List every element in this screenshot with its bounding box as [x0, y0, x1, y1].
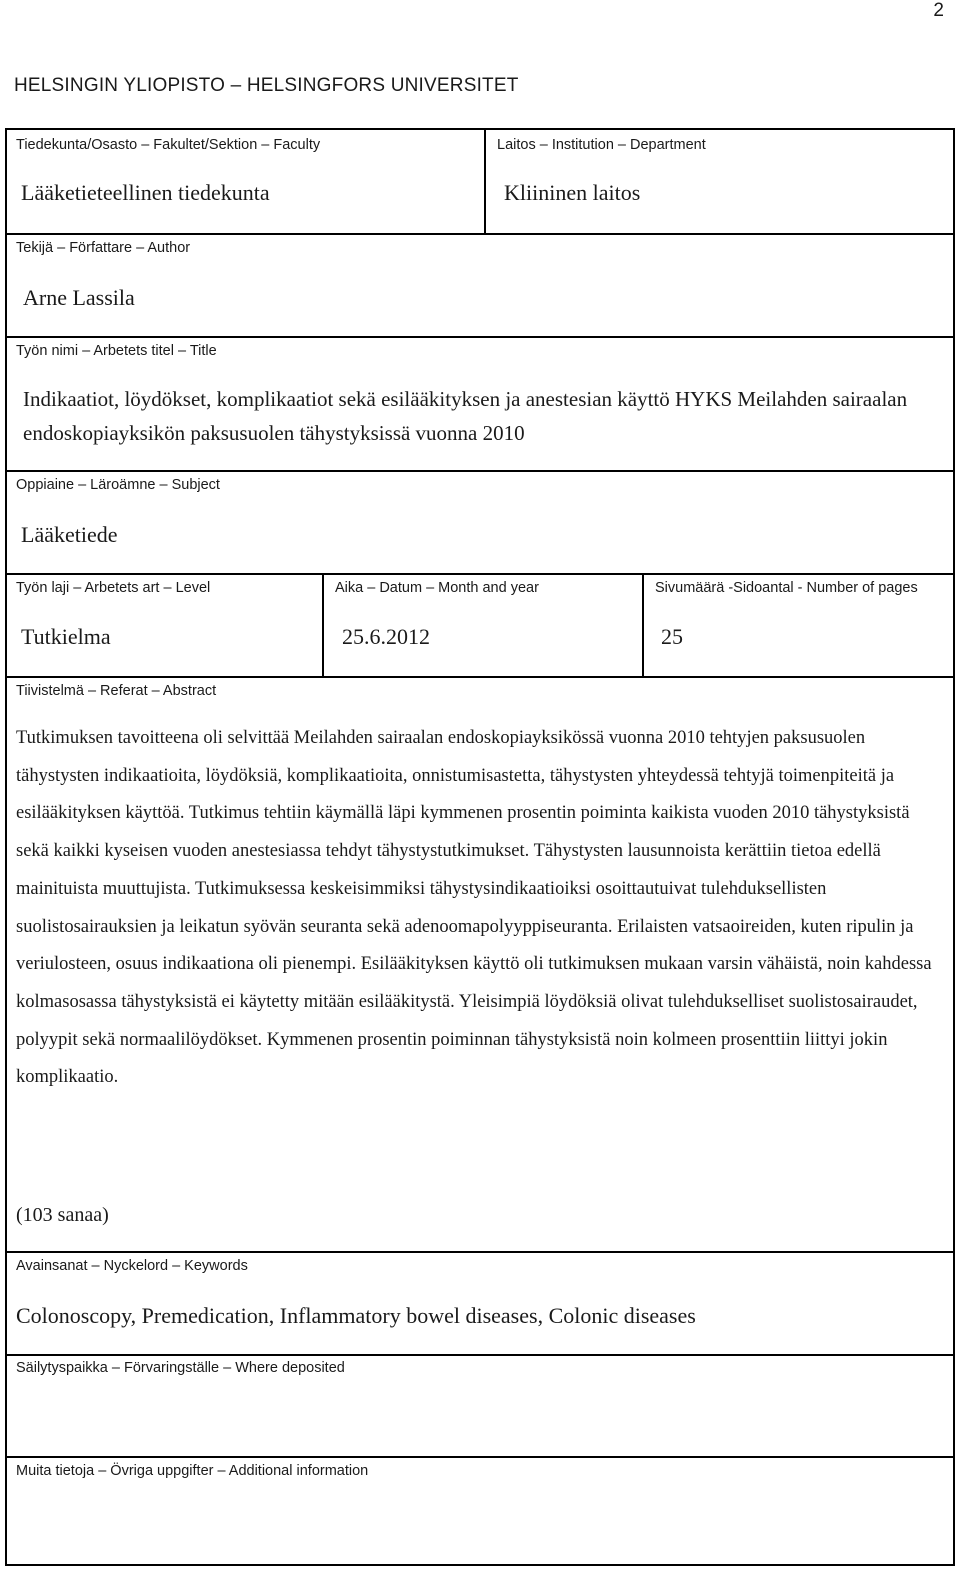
divider: [7, 233, 953, 235]
divider: [322, 573, 324, 676]
level-value: Tutkielma: [21, 624, 111, 649]
faculty-value: Lääketieteellinen tiedekunta: [21, 180, 270, 205]
faculty-label: Tiedekunta/Osasto – Fakultet/Sektion – Faculty: [16, 137, 321, 153]
deposited-label: Säilytyspaikka – Förvaringställe – Where deposited: [16, 1360, 345, 1376]
thesis-title: Indikaatiot, löydökset, komplikaatiot sekä esilääkityksen ja anestesian käyttö HYKS Meilahden sairaalan endoskopiayksikön paksusuolen tähystyksissä vuonna 2010: [23, 387, 908, 445]
department-label: Laitos – Institution – Department: [497, 137, 706, 153]
divider: [7, 336, 953, 338]
level-label: Työn laji – Arbetets art – Level: [16, 580, 211, 596]
word-count: (103 sanaa): [16, 1204, 109, 1226]
date-label: Aika – Datum – Month and year: [335, 580, 539, 596]
divider: [484, 130, 486, 233]
department-value: Kliininen laitos: [504, 180, 641, 205]
university-heading: HELSINGIN YLIOPISTO – HELSINGFORS UNIVERSITET: [14, 75, 519, 96]
divider: [7, 676, 953, 678]
author-label: Tekijä – Författare – Author: [16, 240, 191, 256]
divider: [7, 573, 953, 575]
title-label: Työn nimi – Arbetets titel – Title: [16, 343, 217, 359]
abstract-text: Tutkimuksen tavoitteena oli selvittää Meilahden sairaalan endoskopiayksikössä vuonna 2010 tehtyjen paksusuolen tähystysten indikaatioita, löydöksiä, komplikaatioita, onnistumisastetta, tähystysten yhteydessä tehtyjä toimenpiteitä ja esilääkityksen käyttöä. Tutkimus tehtiin käymällä läpi kymmenen prosentin poiminta kaikista vuoden 2010 tähystyksistä sekä kaikki kyseisen vuoden anestesiassa tehdyt tähystystutkimukset. Tähystysten lausunnoista kerättiin tietoa edellä mainituista muuttujista. Tutkimuksessa keskeisimmiksi tähystysindikaatioiksi osoittautuivat tulehduksellisten suolistosairauksien ja leikatun syövän seuranta sekä adenoomapolyyppiseuranta. Erilaisten vatsaoireiden, kuten ripulin ja veriulosteen, osuus indikaationa oli pienempi. Esilääkityksen käyttö oli tutkimuksen mukaan varsin vähäistä, noin kahdessa kolmasosassa tähystyksistä ei käytetty mitään esilääkitystä. Yleisimpiä löydöksiä olivat tulehdukselliset suolistosairaudet, polyypit sekä normaalilöydökset. Kymmenen prosentin poiminnan tähystyksistä noin kolmeen prosenttiin liittyi jokin komplikaatio.: [16, 728, 932, 1088]
divider: [7, 470, 953, 472]
subject-label: Oppiaine – Läroämne – Subject: [16, 477, 220, 493]
divider: [642, 573, 644, 676]
thesis-abstract-form: [5, 128, 955, 1566]
author-value: Arne Lassila: [23, 285, 135, 310]
additional-info-label: Muita tietoja – Övriga uppgifter – Additional information: [16, 1463, 369, 1479]
pages-label: Sivumäärä -Sidoantal - Number of pages: [655, 580, 918, 596]
subject-value: Lääketiede: [21, 522, 118, 547]
pages-value: 25: [661, 624, 683, 649]
abstract-label: Tiivistelmä – Referat – Abstract: [16, 683, 217, 699]
keywords-value: Colonoscopy, Premedication, Inflammatory bowel diseases, Colonic diseases: [16, 1303, 696, 1328]
date-value: 25.6.2012: [342, 624, 430, 649]
page-number: 2: [933, 0, 944, 21]
divider: [7, 1354, 953, 1356]
divider: [7, 1251, 953, 1253]
divider: [7, 1456, 953, 1458]
keywords-label: Avainsanat – Nyckelord – Keywords: [16, 1258, 248, 1274]
